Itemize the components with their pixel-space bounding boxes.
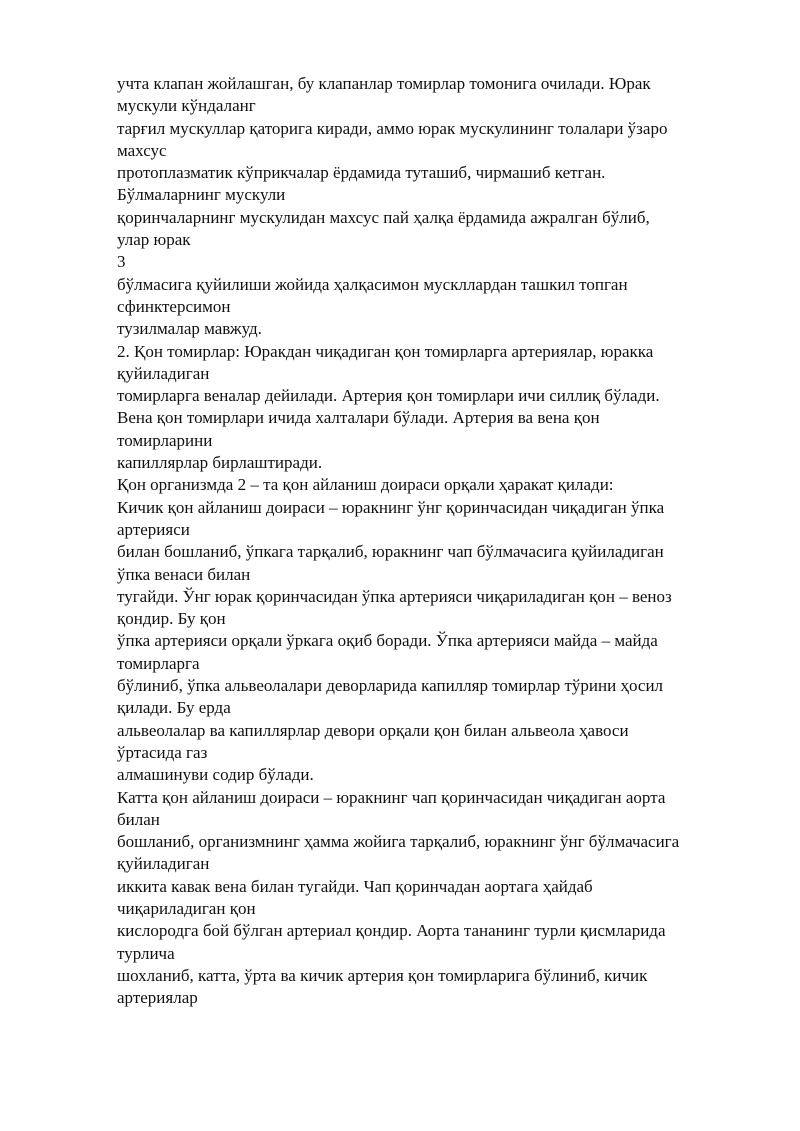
text-line: мускули кўндаланг xyxy=(117,96,256,116)
text-line: сфинктерсимон xyxy=(117,296,231,316)
text-line: чиқариладиган қон xyxy=(117,898,256,918)
text-line: улар юрак xyxy=(117,230,191,250)
text-line: билан xyxy=(117,809,160,829)
text-line: Кичик қон айланиш доираси – юракнинг ўнг қоринчасидан чиқадиган ўпка xyxy=(117,497,665,517)
text-line: артерияси xyxy=(117,519,190,539)
text-line: турлича xyxy=(117,943,175,963)
text-line: томирларга xyxy=(117,653,200,673)
text-line: учта клапан жойлашган, бу клапанлар томирлар томонига очилади. Юрак xyxy=(117,74,651,93)
text-line: қоринчаларнинг мускулидан махсус пай ҳалқа ёрдамида ажралган бўлиб, xyxy=(117,207,650,227)
text-line: артериялар xyxy=(117,988,198,1008)
text-line: бўлиниб, ўпка альвеолалари деворларида капилляр томирлар тўрини ҳосил xyxy=(117,676,664,696)
text-line: Бўлмаларнинг мускули xyxy=(117,185,286,205)
text-line: тугайди. Ўнг юрак қоринчасидан ўпка артерияси чиқариладиган қон – веноз xyxy=(117,586,672,606)
text-line: шохланиб, катта, ўрта ва кичик артерия қон томирларига бўлиниб, кичик xyxy=(117,965,648,985)
text-line: Вена қон томирлари ичида халталари бўлади. Артерия ва вена қон xyxy=(117,408,600,428)
text-line: қондир. Бу қон xyxy=(117,609,226,629)
text-line: капиллярлар бирлаштиради. xyxy=(117,453,323,473)
page-number: 3 xyxy=(117,252,126,272)
text-line: тузилмалар мавжуд. xyxy=(117,319,262,339)
text-line: алмашинуви содир бўлади. xyxy=(117,765,314,785)
text-line: 2. Қон томирлар: Юракдан чиқадиган қон томирларга артериялар, юракка xyxy=(117,341,654,361)
body-text xyxy=(117,73,757,1009)
text-line: билан бошланиб, ўпкага тарқалиб, юракнинг чап бўлмачасига қуйиладиган xyxy=(117,542,664,562)
text-line: ўпка венаси билан xyxy=(117,564,251,584)
text-line: томирларини xyxy=(117,430,213,450)
text-line: тарғил мускуллар қаторига киради, аммо юрак мускулининг толалари ўзаро xyxy=(117,118,668,138)
text-line: протоплазматик кўприкчалар ёрдамида туташиб, чирмашиб кетган. xyxy=(117,163,606,183)
text-line: бошланиб, организмнинг ҳамма жойига тарқалиб, юракнинг ўнг бўлмачасига xyxy=(117,832,680,852)
text-line: бўлмасига қуйилиши жойида ҳалқасимон мускллардан ташкил топган xyxy=(117,274,628,294)
text-line: иккита кавак вена билан тугайди. Чап қоринчадан аортага ҳайдаб xyxy=(117,876,593,896)
text-line: ўпка артерияси орқали ўркага оқиб боради. Ўпка артерияси майда – майда xyxy=(117,631,658,651)
text-line: альвеолалар ва капиллярлар девори орқали қон билан альвеола ҳавоси xyxy=(117,720,629,740)
text-line: ўртасида газ xyxy=(117,742,208,762)
text-line: томирларга веналар дейилади. Артерия қон томирлари ичи силлиқ бўлади. xyxy=(117,386,660,406)
text-line: кислородга бой бўлган артериал қондир. Аорта тананинг турли қисмларида xyxy=(117,921,666,941)
text-line: махсус xyxy=(117,140,167,160)
text-line: қуйиладиган xyxy=(117,363,210,383)
text-line: Қон организмда 2 – та қон айланиш доираси орқали ҳаракат қилади: xyxy=(117,475,614,495)
text-line: қилади. Бу ерда xyxy=(117,698,231,718)
text-line: Катта қон айланиш доираси – юракнинг чап қоринчасидан чиқадиган аорта xyxy=(117,787,666,807)
text-line: қуйиладиган xyxy=(117,854,210,874)
